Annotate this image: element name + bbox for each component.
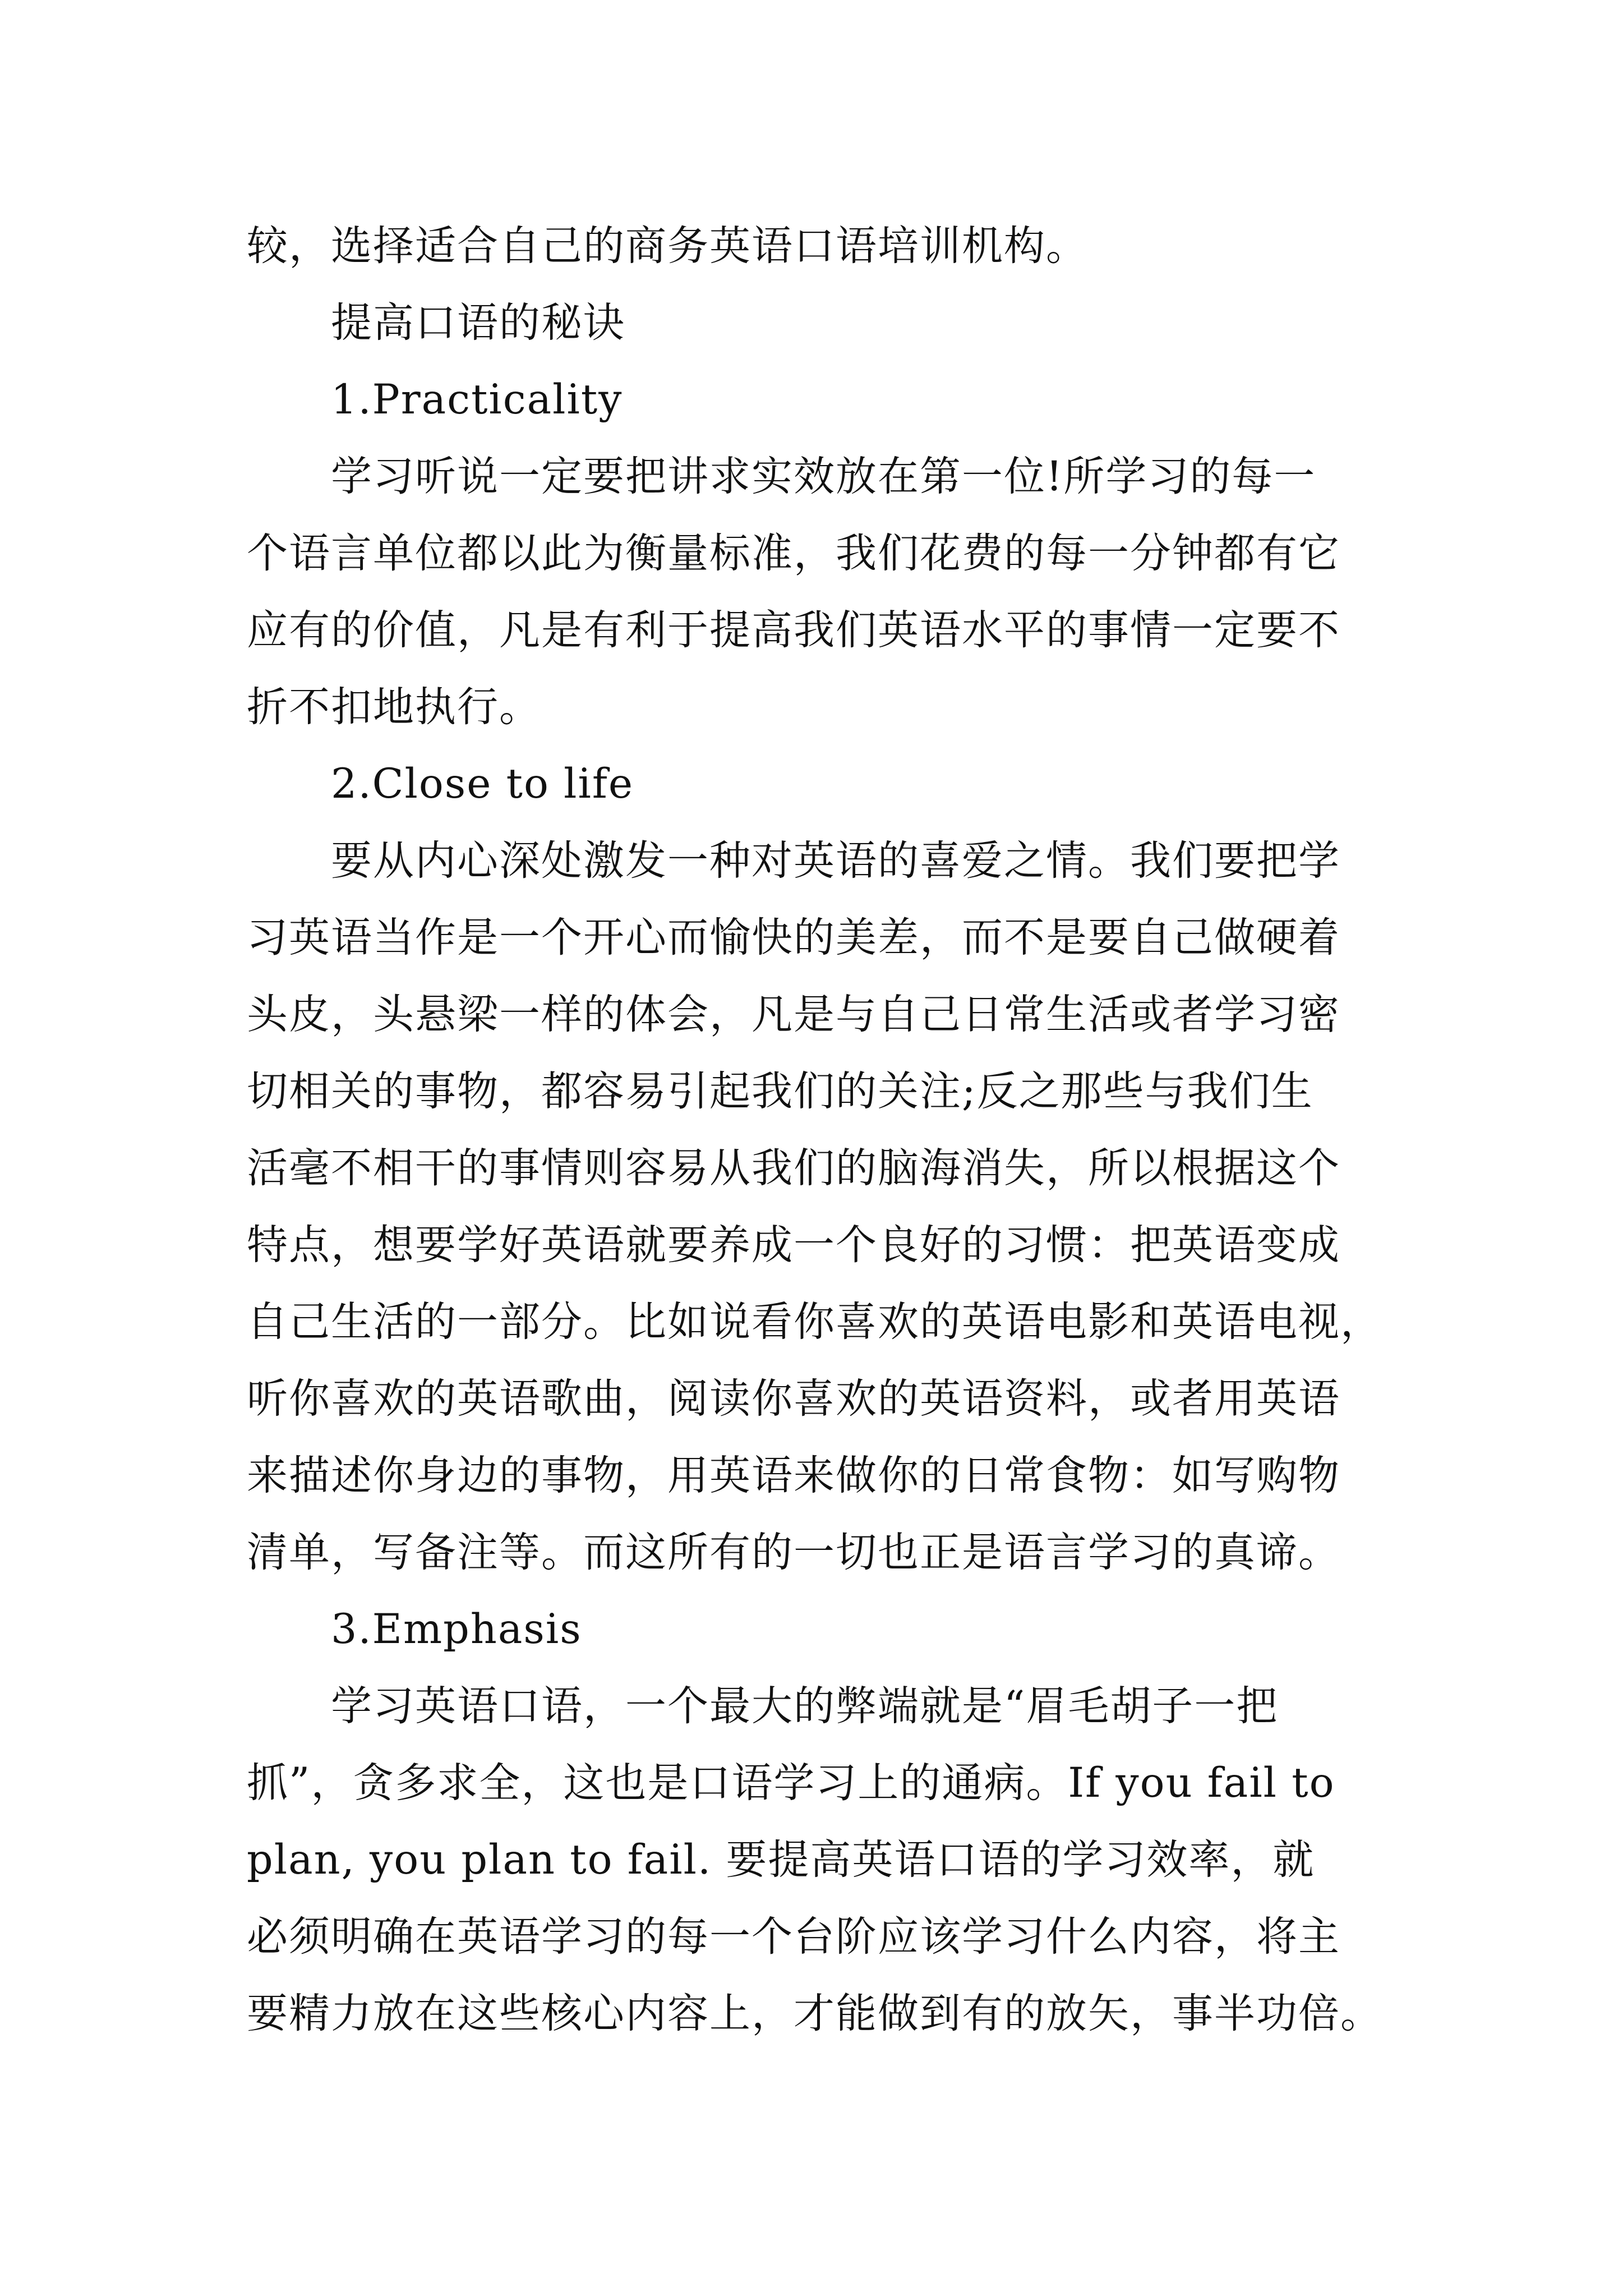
text-line-23: 必须明确在英语学习的每一个台阶应该学习什么内容，将主 xyxy=(247,1913,1340,1961)
text-line-21: 抓”，贪多求全，这也是口语学习上的通病。If you fail to xyxy=(247,1759,1335,1807)
subheading-emphasis: 3.Emphasis xyxy=(331,1605,582,1653)
text-line-13: 活毫不相干的事情则容易从我们的脑海消失，所以根据这个 xyxy=(247,1144,1340,1192)
subheading-practicality: 1.Practicality xyxy=(331,376,623,424)
text-line-20: 学习英语口语，一个最大的弊端就是“眉毛胡子一把 xyxy=(331,1682,1279,1730)
text-line-22: plan, you plan to fail. 要提高英语口语的学习效率，就 xyxy=(247,1836,1315,1884)
text-line-12: 切相关的事物，都容易引起我们的关注;反之那些与我们生 xyxy=(247,1068,1313,1115)
document-body xyxy=(247,208,1385,2052)
text-line-11: 头皮，头悬梁一样的体会，凡是与自己日常生活或者学习密 xyxy=(247,991,1340,1038)
text-line-24: 要精力放在这些核心内容上，才能做到有的放矢，事半功倍。 xyxy=(247,1990,1382,2037)
text-line-6: 应有的价值，凡是有利于提高我们英语水平的事情一定要不 xyxy=(247,606,1340,654)
section-heading-tips: 提高口语的秘诀 xyxy=(331,299,625,347)
text-line-1: 较，选择适合自己的商务英语口语培训机构。 xyxy=(247,222,1088,270)
subheading-close-to-life: 2.Close to life xyxy=(331,760,634,808)
text-line-4: 学习听说一定要把讲求实效放在第一位!所学习的每一 xyxy=(331,453,1316,500)
text-line-7: 折不扣地执行。 xyxy=(247,683,541,731)
text-line-15: 自己生活的一部分。比如说看你喜欢的英语电影和英语电视， xyxy=(247,1298,1382,1346)
text-line-17: 来描述你身边的事物，用英语来做你的日常食物：如写购物 xyxy=(247,1452,1340,1499)
text-line-10: 习英语当作是一个开心而愉快的美差，而不是要自己做硬着 xyxy=(247,914,1340,961)
text-line-18: 清单，写备注等。而这所有的一切也正是语言学习的真谛。 xyxy=(247,1529,1340,1576)
text-line-5: 个语言单位都以此为衡量标准，我们花费的每一分钟都有它 xyxy=(247,530,1340,577)
text-line-14: 特点，想要学好英语就要养成一个良好的习惯：把英语变成 xyxy=(247,1221,1340,1269)
text-line-16: 听你喜欢的英语歌曲，阅读你喜欢的英语资料，或者用英语 xyxy=(247,1375,1340,1423)
text-line-9: 要从内心深处激发一种对英语的喜爱之情。我们要把学 xyxy=(331,837,1340,885)
